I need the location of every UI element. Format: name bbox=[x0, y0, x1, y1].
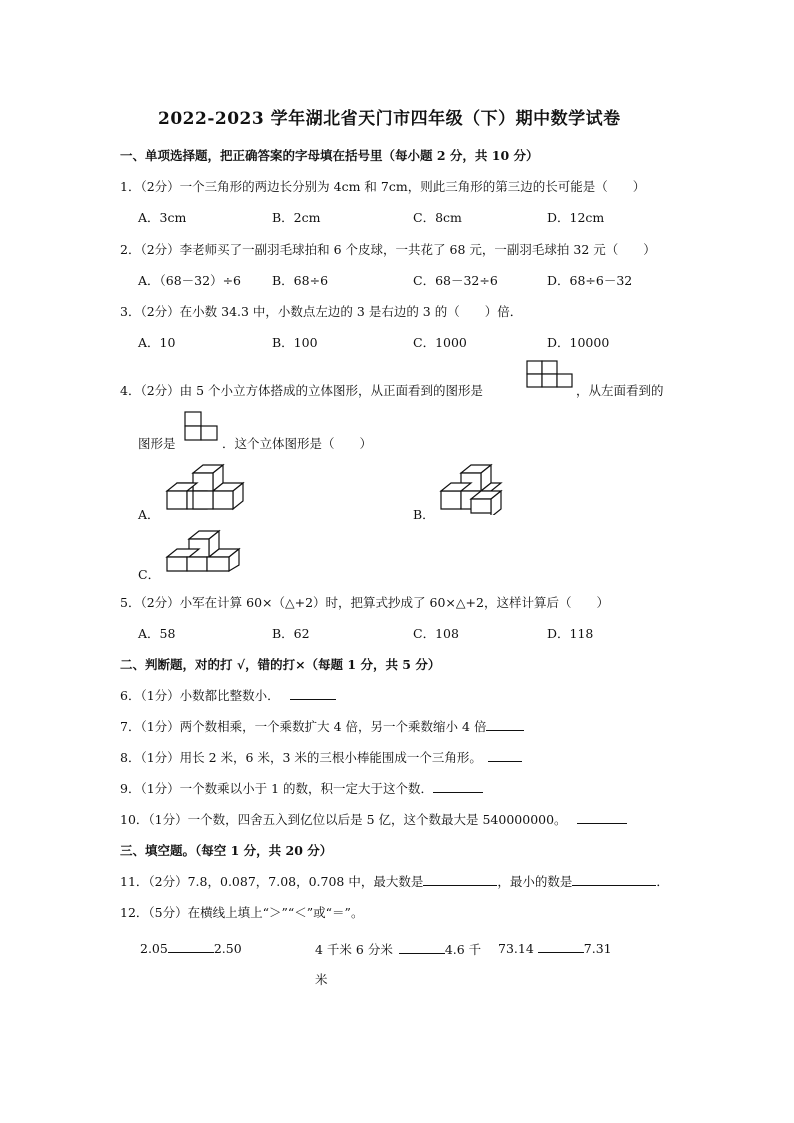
answer-blank-7[interactable] bbox=[486, 718, 524, 731]
answer-blank-11a[interactable] bbox=[423, 873, 497, 886]
question-12: 12．（5分）在横线上填上“＞”“＜”或“＝”。 bbox=[120, 905, 364, 920]
question-4-line2-start: 图形是 bbox=[138, 436, 176, 451]
q4-option-a: A． bbox=[138, 507, 160, 522]
question-10-text: 10．（1分）一个数，四舍五入到亿位以后是 5 亿，这个数最大是 540000000。 bbox=[120, 812, 567, 827]
q12-item-3 bbox=[498, 940, 612, 956]
q1-option-c: C．8cm bbox=[413, 210, 462, 225]
answer-blank-10[interactable] bbox=[577, 811, 627, 824]
question-3: 3．（2分）在小数 34.3 中，小数点左边的 3 是右边的 3 的（ ）倍． bbox=[120, 304, 523, 319]
answer-blank-12-1[interactable] bbox=[168, 940, 214, 953]
question-7 bbox=[120, 717, 524, 735]
q2-option-b: B．68÷6 bbox=[272, 273, 329, 288]
option-c-cube-figure bbox=[164, 529, 246, 575]
q12-item2-left: 4 千米 6 分米 bbox=[315, 942, 393, 957]
left-view-figure bbox=[184, 411, 218, 441]
question-4-line2-end: ．这个立体图形是（ ） bbox=[222, 436, 373, 451]
q12-item3-left: 73.14 bbox=[498, 941, 534, 956]
q12-item3-right: 7.31 bbox=[583, 941, 612, 956]
q5-option-d: D．118 bbox=[547, 626, 594, 641]
question-5: 5．（2分）小军在计算 60×（△+2）时，把算式抄成了 60×△+2，这样计算后（ ） bbox=[120, 595, 609, 610]
section-heading-2: 二、判断题，对的打 √，错的打×（每题 1 分，共 5 分） bbox=[120, 657, 441, 672]
q12-item-1 bbox=[140, 940, 242, 956]
answer-blank-6[interactable] bbox=[290, 687, 336, 700]
q12-item2-right: 4.6 千 bbox=[444, 942, 482, 957]
q2-option-a: A．（68－32）÷6 bbox=[138, 273, 242, 288]
question-9 bbox=[120, 779, 483, 797]
question-8-text: 8．（1分）用长 2 米，6 米，3 米的三根小棒能围成一个三角形。 bbox=[120, 750, 482, 765]
question-4-line1-end: ，从左面看到的 bbox=[576, 383, 664, 398]
question-7-text: 7．（1分）两个数相乘，一个乘数扩大 4 倍，另一个乘数缩小 4 倍 bbox=[120, 719, 487, 734]
page-title: 2022-2023 学年湖北省天门市四年级（下）期中数学试卷 bbox=[158, 109, 621, 129]
question-2: 2．（2分）李老师买了一副羽毛球拍和 6 个皮球，一共花了 68 元，一副羽毛球拍 32 元（ ） bbox=[120, 242, 656, 257]
option-a-cube-figure bbox=[164, 463, 246, 515]
option-b-cube-figure bbox=[438, 463, 512, 515]
q5-option-b: B．62 bbox=[272, 626, 310, 641]
q3-option-d: D．10000 bbox=[547, 335, 610, 350]
question-11-text-c: ． bbox=[656, 874, 669, 889]
q3-option-c: C．1000 bbox=[413, 335, 467, 350]
question-1: 1．（2分）一个三角形的两边长分别为 4cm 和 7cm，则此三角形的第三边的长可能是（ ） bbox=[120, 179, 646, 194]
front-view-figure bbox=[526, 360, 574, 388]
answer-blank-12-3[interactable] bbox=[538, 940, 584, 953]
question-11-text-a: 11．（2分）7.8，0.087，7.08，0.708 中，最大数是 bbox=[120, 874, 424, 889]
q1-option-d: D．12cm bbox=[547, 210, 605, 225]
q12-item2-unit: 米 bbox=[315, 972, 328, 987]
question-11 bbox=[120, 872, 669, 890]
question-10 bbox=[120, 810, 627, 828]
q4-option-b: B． bbox=[413, 507, 435, 522]
q1-option-a: A．3cm bbox=[138, 210, 187, 225]
q5-option-c: C．108 bbox=[413, 626, 459, 641]
q12-item-2 bbox=[315, 940, 481, 958]
question-6 bbox=[120, 686, 336, 704]
section-heading-1: 一、单项选择题，把正确答案的字母填在括号里（每小题 2 分，共 10 分） bbox=[120, 148, 539, 163]
q3-option-a: A．10 bbox=[138, 335, 176, 350]
answer-blank-11b[interactable] bbox=[572, 873, 656, 886]
answer-blank-8[interactable] bbox=[488, 749, 522, 762]
question-11-text-b: ，最小的数是 bbox=[497, 874, 573, 889]
q3-option-b: B．100 bbox=[272, 335, 318, 350]
q1-option-b: B．2cm bbox=[272, 210, 321, 225]
q2-option-c: C．68－32÷6 bbox=[413, 273, 498, 288]
question-4-line1: 4．（2分）由 5 个小立方体搭成的立体图形，从正面看到的图形是 bbox=[120, 383, 484, 398]
section-heading-3: 三、填空题。（每空 1 分，共 20 分） bbox=[120, 843, 333, 858]
answer-blank-9[interactable] bbox=[433, 780, 483, 793]
q5-option-a: A．58 bbox=[138, 626, 176, 641]
question-9-text: 9．（1分）一个数乘以小于 1 的数，积一定大于这个数． bbox=[120, 781, 434, 796]
question-6-text: 6．（1分）小数都比整数小． bbox=[120, 688, 280, 703]
q12-item1-right: 2.50 bbox=[213, 941, 242, 956]
q12-item1-left: 2.05 bbox=[140, 941, 168, 956]
q4-option-c: C． bbox=[138, 567, 161, 582]
q2-option-d: D．68÷6－32 bbox=[547, 273, 633, 288]
answer-blank-12-2[interactable] bbox=[399, 941, 445, 954]
question-8 bbox=[120, 748, 522, 766]
